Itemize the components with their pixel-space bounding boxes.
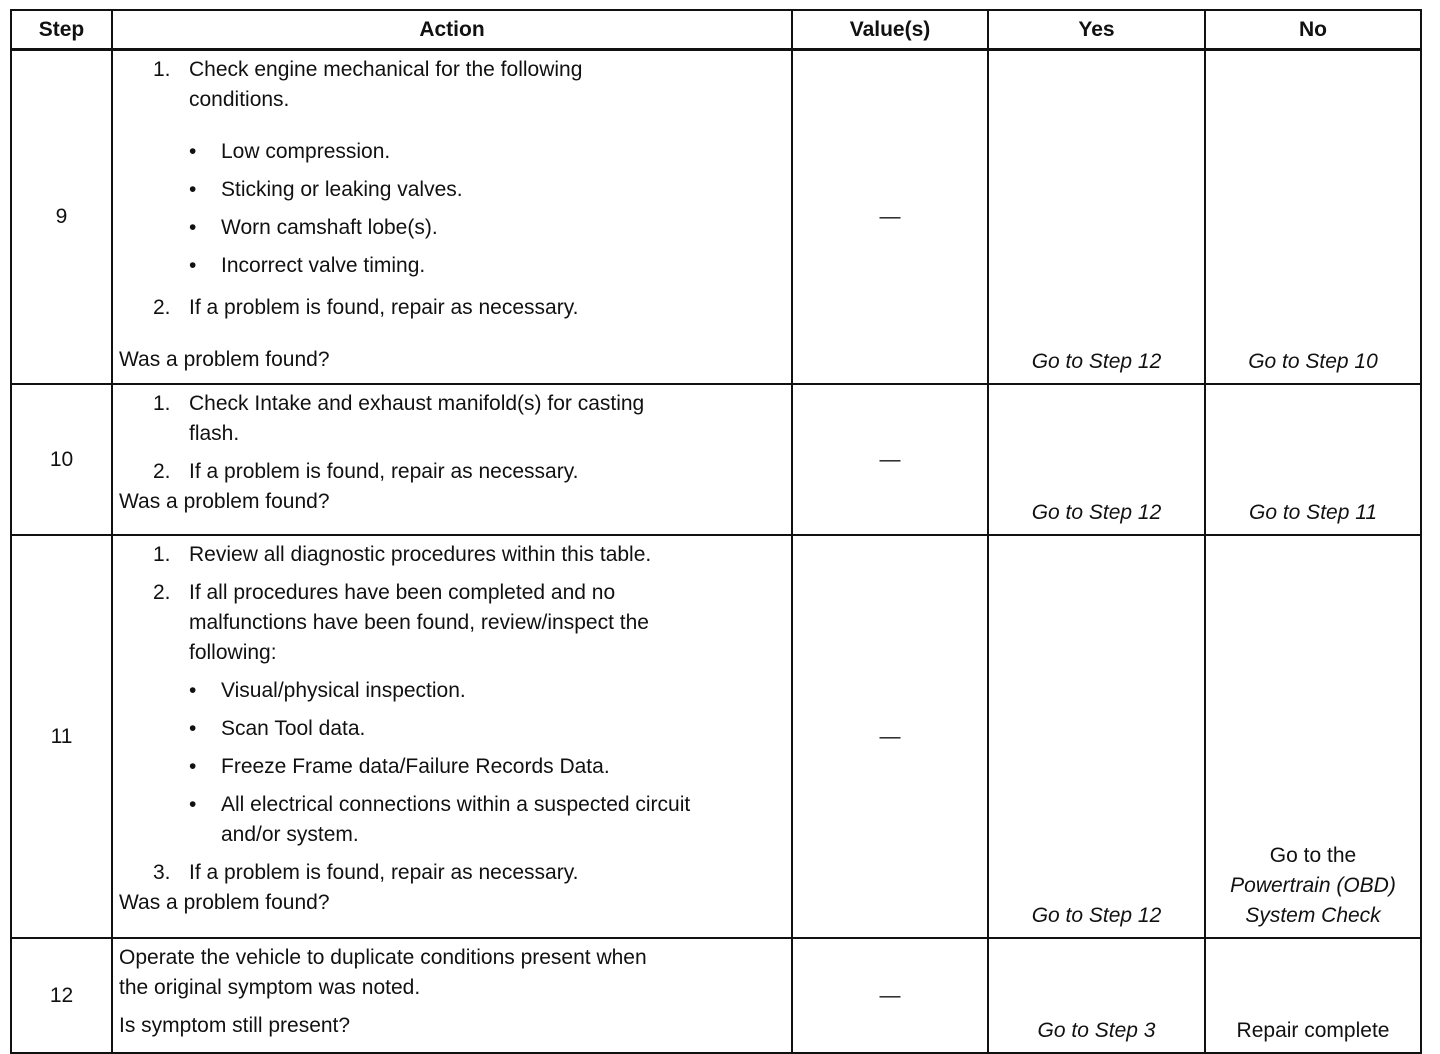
action-cell	[112, 384, 792, 535]
value-cell: —	[792, 50, 988, 385]
bullet-text: All electrical connections within a suspected circuit	[221, 793, 691, 816]
question-text: Was a problem found?	[119, 490, 330, 513]
no-text: Powertrain (OBD)	[1230, 874, 1396, 897]
step-number: 12	[11, 938, 112, 1053]
bullet-item	[119, 213, 785, 243]
header-values: Value(s)	[792, 10, 988, 50]
header-row	[11, 10, 1421, 50]
item-text: If a problem is found, repair as necessary.	[189, 861, 579, 884]
item-text: Check Intake and exhaust manifold(s) for casting	[189, 392, 645, 415]
bullet-icon: •	[189, 140, 197, 163]
bullet-item	[119, 137, 785, 167]
no-cell: Repair complete	[1205, 938, 1421, 1053]
bullet-text: Sticking or leaking valves.	[221, 178, 463, 201]
bullet-item	[119, 175, 785, 205]
bullet-icon: •	[189, 679, 197, 702]
bullet-item	[119, 790, 785, 850]
yes-cell: Go to Step 3	[988, 938, 1205, 1053]
item-number: 2.	[153, 460, 171, 483]
bullet-icon: •	[189, 793, 197, 816]
bullet-icon: •	[189, 254, 197, 277]
action-item	[119, 293, 785, 323]
no-cell	[1205, 535, 1421, 938]
item-text: If a problem is found, repair as necessary.	[189, 460, 579, 483]
item-number: 3.	[153, 861, 171, 884]
item-number: 2.	[153, 581, 171, 604]
yes-cell: Go to Step 12	[988, 50, 1205, 385]
bullet-icon: •	[189, 755, 197, 778]
step-number: 10	[11, 384, 112, 535]
header-yes: Yes	[988, 10, 1205, 50]
action-item	[119, 540, 785, 570]
action-cell	[112, 535, 792, 938]
action-item	[119, 578, 785, 668]
value-cell: —	[792, 535, 988, 938]
value-cell: —	[792, 938, 988, 1053]
no-text: Go to the	[1269, 844, 1357, 867]
header-no: No	[1205, 10, 1421, 50]
item-number: 1.	[153, 58, 171, 81]
header-step: Step	[11, 10, 112, 50]
header-action: Action	[112, 10, 792, 50]
bullet-text: Worn camshaft lobe(s).	[221, 216, 438, 239]
step-number: 9	[11, 50, 112, 385]
yes-cell: Go to Step 12	[988, 535, 1205, 938]
item-text: flash.	[189, 422, 240, 445]
no-text: System Check	[1245, 904, 1381, 927]
diagnostic-table	[10, 9, 1422, 1054]
step-number: 11	[11, 535, 112, 938]
table-row-step-11	[11, 535, 1421, 938]
bullet-text: Freeze Frame data/Failure Records Data.	[221, 755, 610, 778]
item-number: 2.	[153, 296, 171, 319]
item-text: malfunctions have been found, review/inspect the	[189, 611, 649, 634]
item-number: 1.	[153, 543, 171, 566]
yes-cell: Go to Step 12	[988, 384, 1205, 535]
bullet-text: Scan Tool data.	[221, 717, 366, 740]
bullet-item	[119, 251, 785, 281]
action-cell	[112, 50, 792, 385]
question-text: Was a problem found?	[119, 348, 330, 371]
bullet-text: Visual/physical inspection.	[221, 679, 466, 702]
item-text: If all procedures have been completed and no	[189, 581, 616, 604]
bullet-item	[119, 714, 785, 744]
bullet-text: and/or system.	[221, 823, 359, 846]
item-text: Check engine mechanical for the following	[189, 58, 583, 81]
no-cell: Go to Step 11	[1205, 384, 1421, 535]
table-row-step-12	[11, 938, 1421, 1053]
no-cell: Go to Step 10	[1205, 50, 1421, 385]
action-text: Operate the vehicle to duplicate conditions present when	[119, 946, 647, 969]
item-text: If a problem is found, repair as necessary.	[189, 296, 579, 319]
item-text: following:	[189, 641, 277, 664]
action-text: the original symptom was noted.	[119, 976, 421, 999]
bullet-text: Low compression.	[221, 140, 391, 163]
bullet-icon: •	[189, 216, 197, 239]
item-text: Review all diagnostic procedures within this table.	[189, 543, 652, 566]
action-cell	[112, 938, 792, 1053]
action-item	[119, 55, 785, 115]
action-item	[119, 457, 785, 487]
value-cell: —	[792, 384, 988, 535]
bullet-text: Incorrect valve timing.	[221, 254, 426, 277]
bullet-icon: •	[189, 717, 197, 740]
bullet-item	[119, 752, 785, 782]
action-item	[119, 858, 785, 888]
item-number: 1.	[153, 392, 171, 415]
table-row-step-10	[11, 384, 1421, 535]
item-text: conditions.	[189, 88, 290, 111]
action-item	[119, 389, 785, 449]
bullet-item	[119, 676, 785, 706]
question-text: Is symptom still present?	[119, 1014, 351, 1037]
table-row-step-9	[11, 50, 1421, 385]
question-text: Was a problem found?	[119, 891, 330, 914]
bullet-icon: •	[189, 178, 197, 201]
